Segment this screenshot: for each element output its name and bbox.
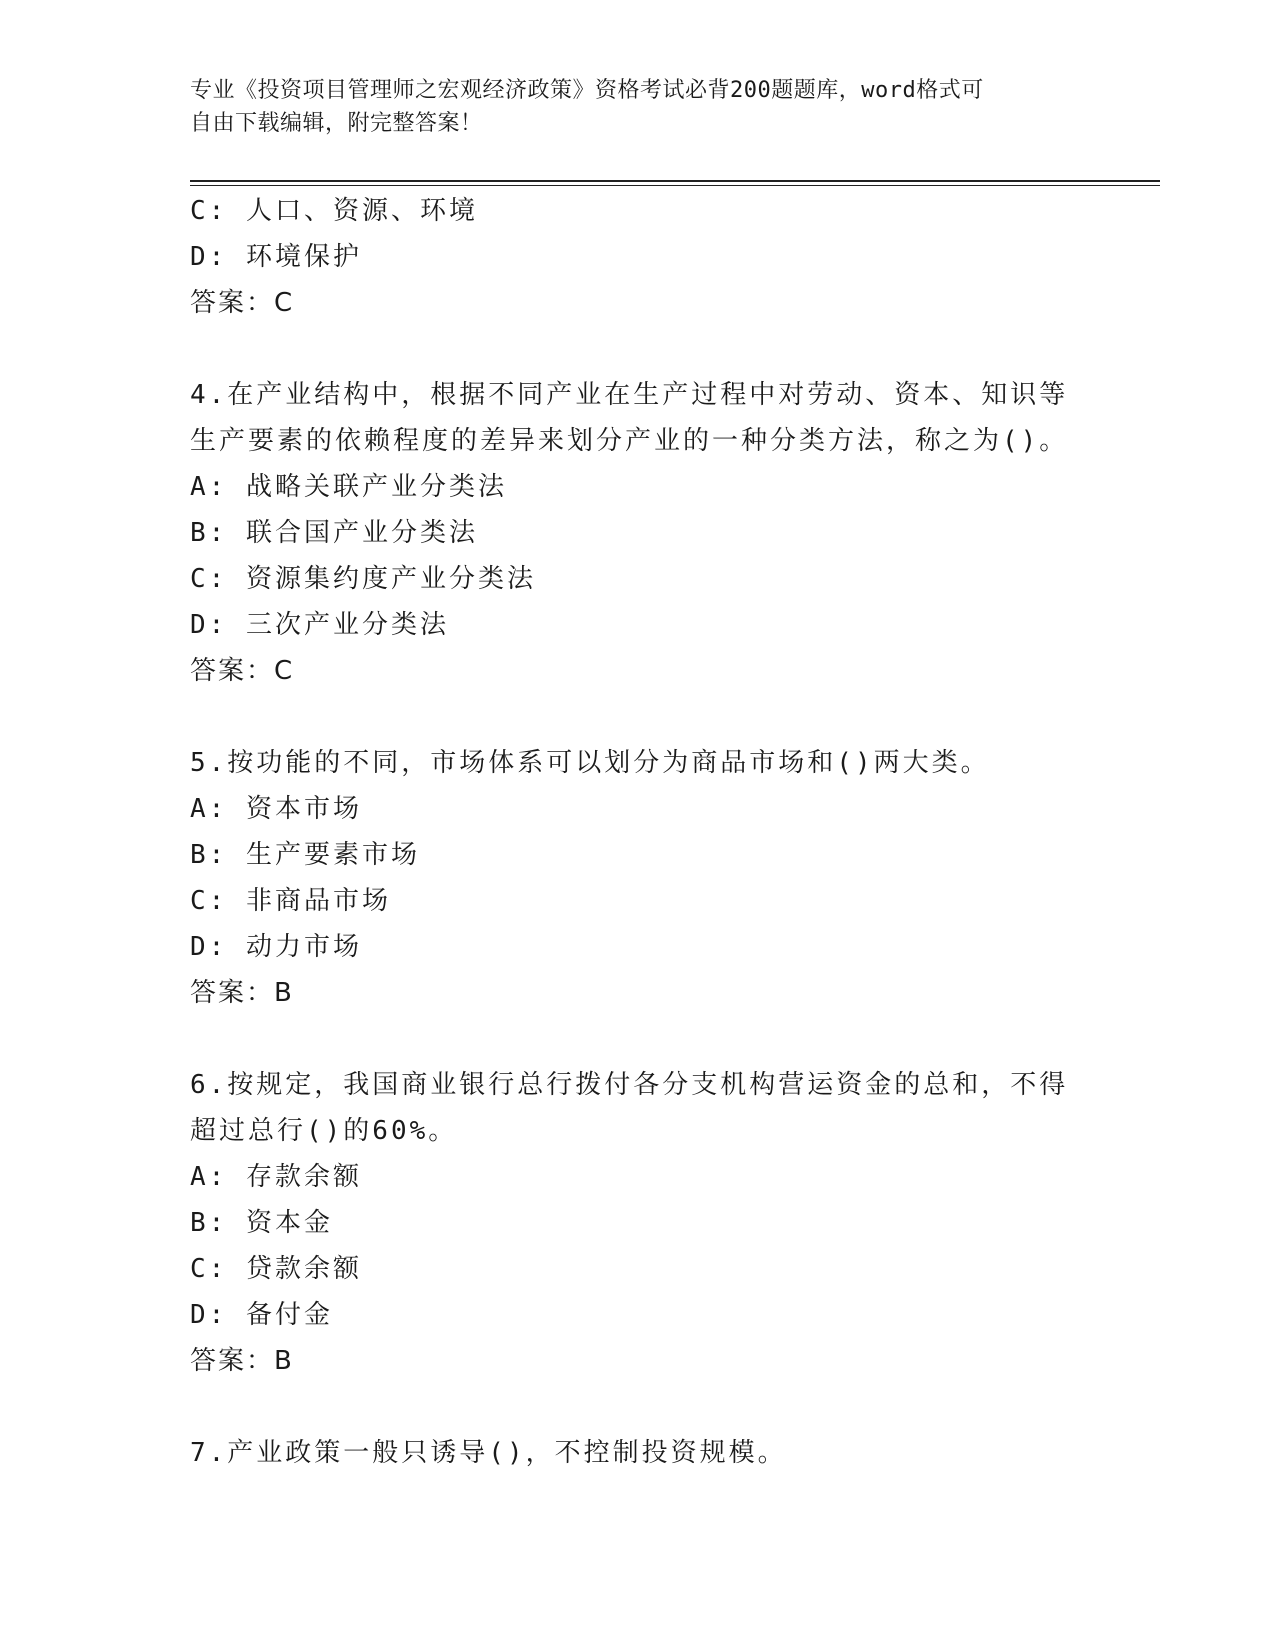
option-c: C: 人口、资源、环境 [190,196,478,226]
option-b: B: 联合国产业分类法 [190,518,478,548]
spacer [190,1016,1070,1062]
answer-line: 答案：C [190,656,295,686]
option-d: D: 动力市场 [190,932,362,962]
option-b: B: 资本金 [190,1208,333,1238]
spacer [190,1384,1070,1430]
question-list [190,188,1070,1476]
option-d: D: 三次产业分类法 [190,610,449,640]
spacer [190,694,1070,740]
answer-line: 答案：C [190,288,295,318]
option-c: C: 贷款余额 [190,1254,362,1284]
answer-line: 答案：B [190,1346,294,1376]
spacer [190,326,1070,372]
option-a: A: 战略关联产业分类法 [190,472,507,502]
option-b: B: 生产要素市场 [190,840,420,870]
question-4 [190,372,1070,694]
question-7 [190,1430,1070,1476]
option-a: A: 存款余额 [190,1162,362,1192]
header-line-2: 自由下载编辑，附完整答案！ [190,111,483,136]
question-text-line-1: 4.在产业结构中，根据不同产业在生产过程中对劳动、资本、知识等 [190,380,1069,410]
question-text-line-2: 生产要素的依赖程度的差异来划分产业的一种分类方法，称之为()。 [190,426,1069,456]
question-6 [190,1062,1070,1384]
option-c: C: 非商品市场 [190,886,391,916]
question-3-tail [190,188,1070,326]
header-rule-thick [190,180,1160,182]
question-5 [190,740,1070,1016]
question-text-line-1: 7.产业政策一般只诱导()，不控制投资规模。 [190,1438,787,1468]
option-d: D: 备付金 [190,1300,333,1330]
question-text-line-1: 5.按功能的不同，市场体系可以划分为商品市场和()两大类。 [190,748,990,778]
question-text-line-2: 超过总行()的60%。 [190,1116,458,1146]
header-rule-thin [190,185,1160,186]
question-text-line-1: 6.按规定，我国商业银行总行拨付各分支机构营运资金的总和，不得 [190,1070,1069,1100]
option-d: D: 环境保护 [190,242,362,272]
option-a: A: 资本市场 [190,794,362,824]
document-header [190,74,1070,140]
header-line-1: 专业《投资项目管理师之宏观经济政策》资格考试必背200题题库，word格式可 [190,78,984,103]
option-c: C: 资源集约度产业分类法 [190,564,536,594]
answer-line: 答案：B [190,978,294,1008]
